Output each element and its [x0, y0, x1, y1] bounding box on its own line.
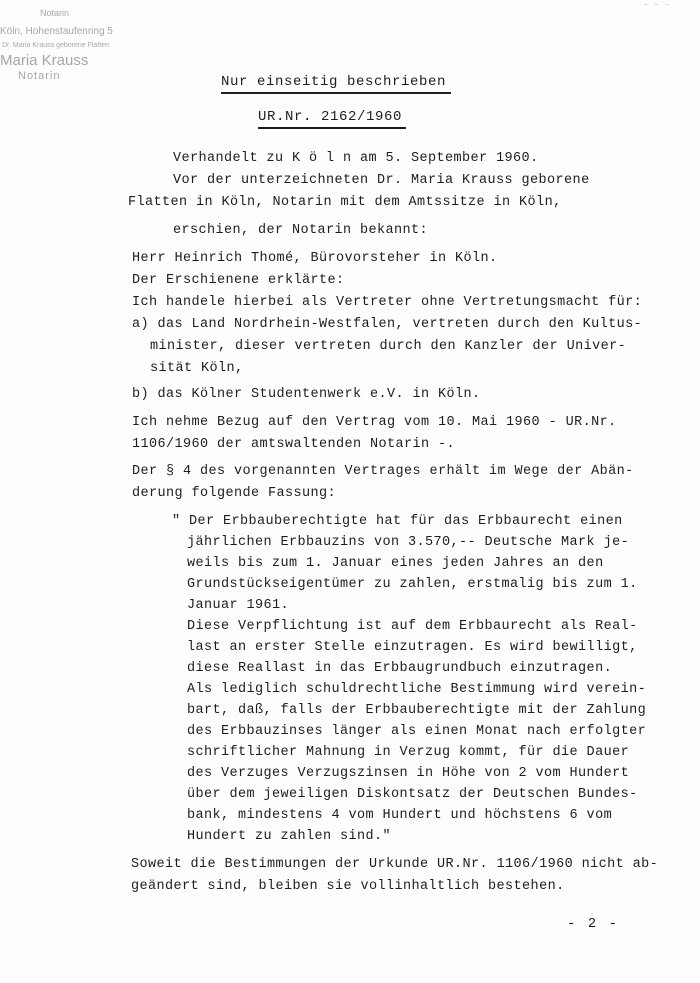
text-line: Diese Verpflichtung ist auf dem Erbbaurecht als Real-: [187, 619, 638, 634]
text-line: schriftlicher Mahnung in Verzug kommt, für die Dauer: [187, 745, 630, 760]
text-line: diese Reallast in das Erbbaugrundbuch einzutragen.: [187, 661, 613, 676]
text-line: b) das Kölner Studentenwerk e.V. in Köln.: [132, 387, 481, 402]
text-line: Als lediglich schuldrechtliche Bestimmung wird verein-: [187, 682, 647, 697]
corner-mark: - - -: [642, 0, 670, 10]
text-line: erschien, der Notarin bekannt:: [173, 223, 429, 238]
document-title: Nur einseitig beschrieben: [221, 74, 447, 90]
text-line: last an erster Stelle einzutragen. Es wird bewilligt,: [187, 640, 638, 655]
text-line: des Verzuges Verzugszinsen in Höhe von 2 vom Hundert: [187, 766, 630, 781]
text-line: des Erbbauzinses länger als einen Monat nach erfolgter: [187, 724, 647, 739]
stamp-line: Notarin: [18, 70, 61, 82]
text-line: " Der Erbbauberechtigte hat für das Erbbaurecht einen: [172, 514, 623, 529]
text-line: Vor der unterzeichneten Dr. Maria Krauss geborene: [173, 173, 590, 188]
text-line: Hundert zu zahlen sind.": [187, 829, 392, 844]
text-line: bank, mindestens 4 vom Hundert und höchstens 6 vom: [187, 808, 613, 823]
text-line: bart, daß, falls der Erbbauberechtigte mit der Zahlung: [187, 703, 647, 718]
stamp-line: Dr. Maria Krauss geborene Flatten: [2, 42, 109, 49]
text-line: über dem jeweiligen Diskontsatz der Deutschen Bundes-: [187, 787, 638, 802]
text-line: Grundstückseigentümer zu zahlen, erstmalig bis zum 1.: [187, 577, 638, 592]
text-line: a) das Land Nordrhein-Westfalen, vertreten durch den Kultus-: [132, 317, 643, 332]
text-line: Soweit die Bestimmungen der Urkunde UR.Nr. 1106/1960 nicht ab-: [131, 857, 659, 872]
text-line: Januar 1961.: [187, 598, 290, 613]
stamp-line: Maria Krauss: [0, 52, 89, 69]
text-line: jährlichen Erbbauzins von 3.570,-- Deutsche Mark je-: [187, 535, 630, 550]
text-line: geändert sind, bleiben sie vollinhaltlich bestehen.: [131, 879, 565, 894]
text-line: Der Erschienene erklärte:: [132, 273, 345, 288]
text-line: derung folgende Fassung:: [132, 486, 337, 501]
text-line: Verhandelt zu K ö l n am 5. September 1960.: [173, 151, 539, 166]
record-number: UR.Nr. 2162/1960: [258, 109, 403, 125]
stamp-line: Notarin: [40, 8, 70, 18]
record-number-underline: [258, 127, 406, 129]
text-line: weils bis zum 1. Januar eines jeden Jahres an den: [187, 556, 604, 571]
text-line: sität Köln,: [150, 361, 244, 376]
title-underline: [221, 92, 451, 94]
text-line: minister, dieser vertreten durch den Kanzler der Univer-: [150, 339, 627, 354]
text-line: Ich nehme Bezug auf den Vertrag vom 10. Mai 1960 - UR.Nr.: [132, 415, 617, 430]
text-line: Ich handele hierbei als Vertreter ohne Vertretungsmacht für:: [132, 295, 643, 310]
stamp-line: Köln, Hohenstaufenring 5: [0, 26, 113, 37]
text-line: Der § 4 des vorgenannten Vertrages erhält im Wege der Abän-: [132, 464, 634, 479]
text-line: 1106/1960 der amtswaltenden Notarin -.: [132, 437, 456, 452]
page-number: - 2 -: [567, 916, 620, 932]
text-line: Flatten in Köln, Notarin mit dem Amtssitze in Köln,: [128, 195, 562, 210]
text-line: Herr Heinrich Thomé, Bürovorsteher in Köln.: [132, 251, 498, 266]
